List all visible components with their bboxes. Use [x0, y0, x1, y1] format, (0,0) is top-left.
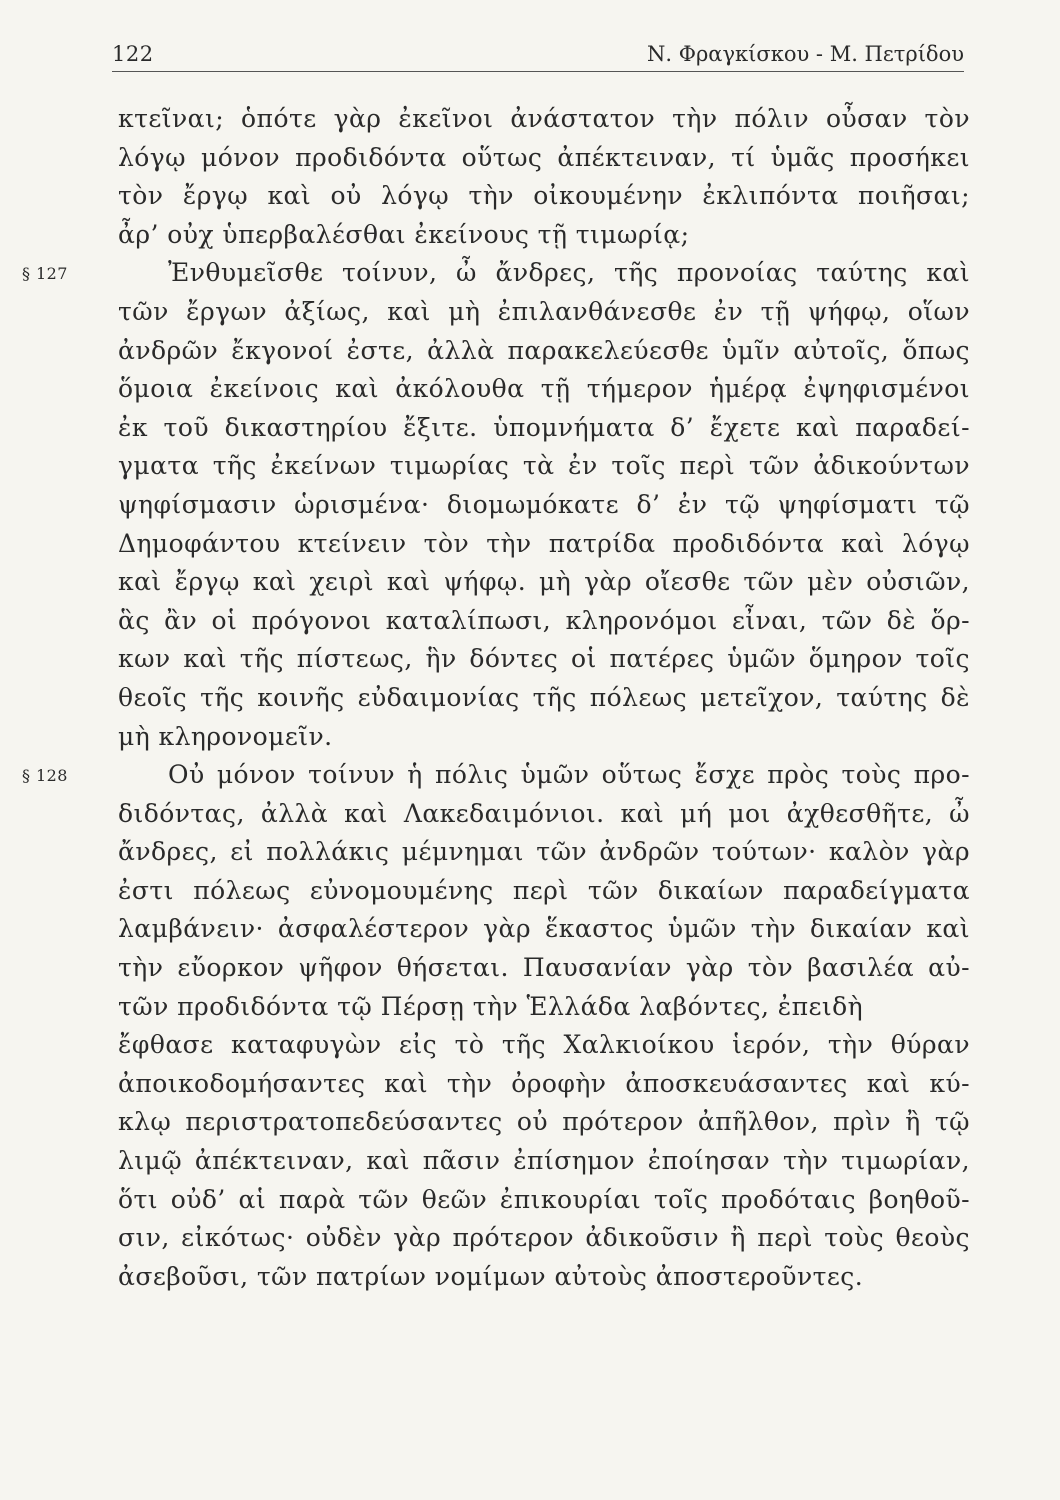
text-line [118, 525, 970, 564]
text-line [118, 332, 970, 371]
line-text: διδόντας, ἀλλὰ καὶ Λακεδαιμόνιοι. καὶ μή μοι ἀχθεσθῆτε, ὦ [118, 798, 970, 828]
page-number: 122 [112, 42, 154, 66]
line-text: ἀσεβοῦσι, τῶν πατρίων νομίμων αὐτοὺς ἀποστεροῦντες. [118, 1261, 864, 1291]
text-line [118, 293, 970, 332]
text-line [118, 1026, 970, 1065]
section-marker: § 128 [22, 766, 68, 786]
line-text: μὴ κληρονομεῖν. [118, 721, 333, 751]
text-line [118, 602, 970, 641]
text-line [118, 1142, 970, 1181]
line-text: κων καὶ τῆς πίστεως, ἣν δόντες οἱ πατέρες ὑμῶν ὅμηρον τοῖς [118, 644, 970, 674]
text-line [118, 718, 970, 757]
line-text: λόγῳ μόνον προδιδόντα οὕτως ἀπέκτειναν, τί ὑμᾶς προσήκει [118, 142, 970, 172]
line-text: ψηφίσμασιν ὡρισμένα· διομωμόκατε δ’ ἐν τῷ ψηφίσματι τῷ [118, 489, 970, 519]
line-text: λαμβάνειν· ἀσφαλέστερον γὰρ ἕκαστος ὑμῶν τὴν δικαίαν καὶ [118, 914, 970, 944]
line-text: ὅμοια ἐκείνοις καὶ ἀκόλουθα τῇ τήμερον ἡμέρᾳ ἐψηφισμένοι [118, 374, 970, 404]
text-line [118, 910, 970, 949]
line-text: τῶν προδιδόντα τῷ Πέρσῃ τὴν Ἑλλάδα λαβόντες, ἐπειδὴ [118, 991, 864, 1021]
line-text: ἃς ἂν οἱ πρόγονοι καταλίπωσι, κληρονόμοι εἶναι, τῶν δὲ ὅρ- [118, 605, 970, 635]
text-line [118, 100, 970, 139]
line-text: ἐστι πόλεως εὐνομουμένης περὶ τῶν δικαίων παραδείγματα [118, 875, 970, 905]
line-text: ὅτι οὐδ’ αἱ παρὰ τῶν θεῶν ἐπικουρίαι τοῖς προδόταις βοηθοῦ- [118, 1184, 970, 1214]
text-line [118, 1219, 970, 1258]
body-text [22, 100, 970, 1296]
text-line [118, 563, 970, 602]
header-rule [112, 71, 964, 72]
text-line [118, 447, 970, 486]
text-line [118, 1103, 970, 1142]
running-title: Ν. Φραγκίσκου - Μ. Πετρίδου [647, 42, 964, 66]
line-text: Οὐ μόνον τοίνυν ἡ πόλις ὑμῶν οὕτως ἔσχε πρὸς τοὺς προ- [168, 760, 970, 790]
line-text: Δημοφάντου κτείνειν τὸν τὴν πατρίδα προδιδόντα καὶ λόγῳ [118, 528, 970, 558]
line-text: σιν, εἰκότως· οὐδὲν γὰρ πρότερον ἀδικοῦσιν ἢ περὶ τοὺς θεοὺς [118, 1223, 970, 1253]
line-text: ἐκ τοῦ δικαστηρίου ἔξιτε. ὑπομνήματα δ’ ἔχετε καὶ παραδεί- [118, 412, 970, 442]
line-text: κτεῖναι; ὁπότε γὰρ ἐκεῖνοι ἀνάστατον τὴν πόλιν οὖσαν τὸν [118, 104, 970, 133]
text-line [118, 1181, 970, 1220]
text-line [118, 795, 970, 834]
line-text: ἆρ’ οὐχ ὑπερβαλέσθαι ἐκείνους τῇ τιμωρίᾳ; [118, 219, 690, 249]
section-marker: § 127 [22, 264, 68, 284]
line-text: καὶ ἔργῳ καὶ χειρὶ καὶ ψήφῳ. μὴ γὰρ οἴεσθε τῶν μὲν οὐσιῶν, [118, 567, 970, 597]
text-line [118, 833, 970, 872]
text-line [118, 177, 970, 216]
text-line [118, 370, 970, 409]
text-line [118, 409, 970, 448]
line-text: κλῳ περιστρατοπεδεύσαντες οὐ πρότερον ἀπῆλθον, πρὶν ἢ τῷ [118, 1107, 970, 1137]
text-line [22, 756, 970, 795]
text-line [118, 1258, 970, 1297]
line-text: ἀποικοδομήσαντες καὶ τὴν ὀροφὴν ἀποσκευάσαντες καὶ κύ- [118, 1068, 970, 1098]
line-text: ἀνδρῶν ἔκγονοί ἐστε, ἀλλὰ παρακελεύεσθε ὑμῖν αὐτοῖς, ὅπως [118, 335, 970, 365]
line-text: τῶν ἔργων ἀξίως, καὶ μὴ ἐπιλανθάνεσθε ἐν τῇ ψήφῳ, οἵων [118, 296, 970, 326]
text-line [118, 486, 970, 525]
line-text: Ἐνθυμεῖσθε τοίνυν, ὦ ἄνδρες, τῆς προνοίας ταύτης καὶ [168, 258, 970, 288]
text-line [118, 988, 970, 1027]
line-text: λιμῷ ἀπέκτειναν, καὶ πᾶσιν ἐπίσημον ἐποίησαν τὴν τιμωρίαν, [118, 1146, 970, 1176]
line-text: τὴν εὔορκον ψῆφον θήσεται. Παυσανίαν γὰρ τὸν βασιλέα αὐ- [118, 953, 970, 983]
text-line [22, 254, 970, 293]
running-head [112, 42, 964, 72]
line-text: τὸν ἔργῳ καὶ οὐ λόγῳ τὴν οἰκουμένην ἐκλιπόντα ποιῆσαι; [118, 181, 970, 211]
line-text: θεοῖς τῆς κοινῆς εὐδαιμονίας τῆς πόλεως μετεῖχον, ταύτης δὲ [118, 682, 970, 712]
text-line [118, 679, 970, 718]
text-line [118, 216, 970, 255]
text-line [118, 872, 970, 911]
line-text: ἔφθασε καταφυγὼν εἰς τὸ τῆς Χαλκιοίκου ἱερόν, τὴν θύραν [118, 1030, 970, 1060]
line-text: ἄνδρες, εἰ πολλάκις μέμνημαι τῶν ἀνδρῶν τούτων· καλὸν γὰρ [118, 837, 970, 867]
text-line [118, 139, 970, 178]
text-line [118, 640, 970, 679]
text-line [118, 1065, 970, 1104]
line-text: γματα τῆς ἐκείνων τιμωρίας τὰ ἐν τοῖς περὶ τῶν ἀδικούντων [118, 451, 970, 481]
text-line [118, 949, 970, 988]
